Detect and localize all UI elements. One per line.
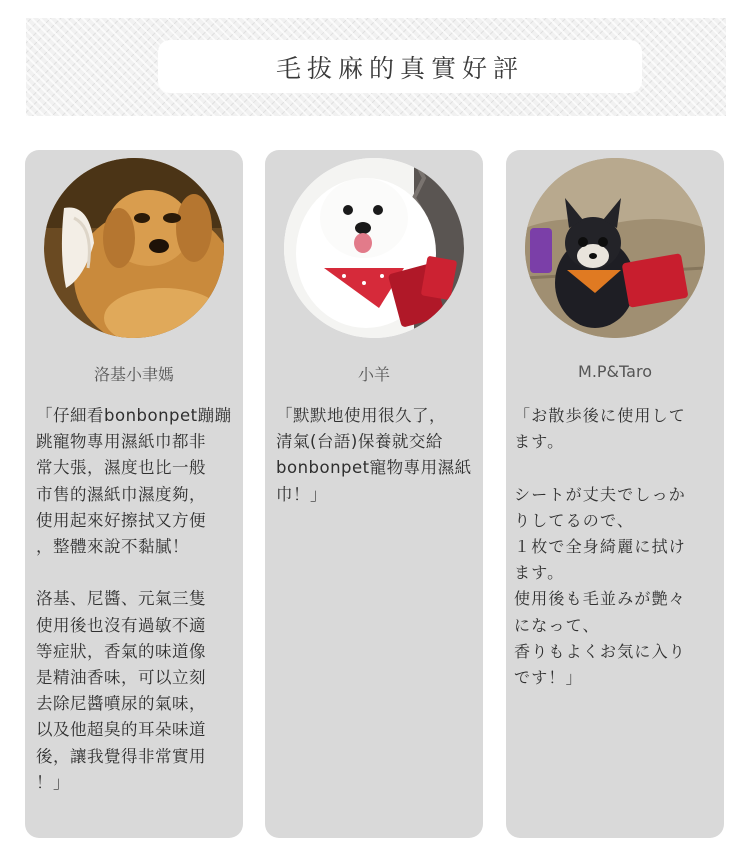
golden-retriever-photo [44, 158, 224, 338]
golden-retriever-icon [44, 158, 224, 338]
review-card-2 [265, 150, 483, 838]
review-card-3 [506, 150, 724, 838]
review-text: 「お散歩後に使用して ます。 シートが丈夫でしっか りしてるので、 １枚で全身綺麗に拭け ます。 使用後も毛並みが艶々 になって、 香りもよくお気に入り です！」 [514, 406, 687, 688]
review-text: 「仔細看bonbonpet蹦蹦 跳寵物專用濕紙巾都非 常大張，濕度也比一般 市售的濕紙巾濕度夠， 使用起來好擦拭又方便 ，整體來說不黏膩！ 洛基、尼醬、元氣三隻 使用後也沒有過敏不適 等症狀，香氣的味道像 是精油香味，可以立刻 去除尼醬噴尿的氣味， 以及他超臭的耳朵味道 後，讓我覺得非常實用 ！」 [36, 406, 232, 792]
review-card-1 [25, 150, 243, 838]
reviewer-name: 洛基小聿媽 [93, 365, 174, 384]
page-title: 毛拔麻的真實好評 [275, 53, 524, 83]
reviewer-name: 小羊 [357, 365, 390, 384]
chihuahua-photo [525, 158, 705, 338]
chihuahua-icon [525, 158, 705, 338]
samoyed-icon [284, 158, 464, 338]
review-text: 「默默地使用很久了， 清氣(台語)保養就交給 bonbonpet寵物專用濕紙 巾！」 [276, 406, 472, 504]
samoyed-photo [284, 158, 464, 338]
reviewer-name: M.P&Taro [578, 362, 652, 381]
title-box [158, 40, 642, 93]
header-banner [26, 18, 726, 116]
